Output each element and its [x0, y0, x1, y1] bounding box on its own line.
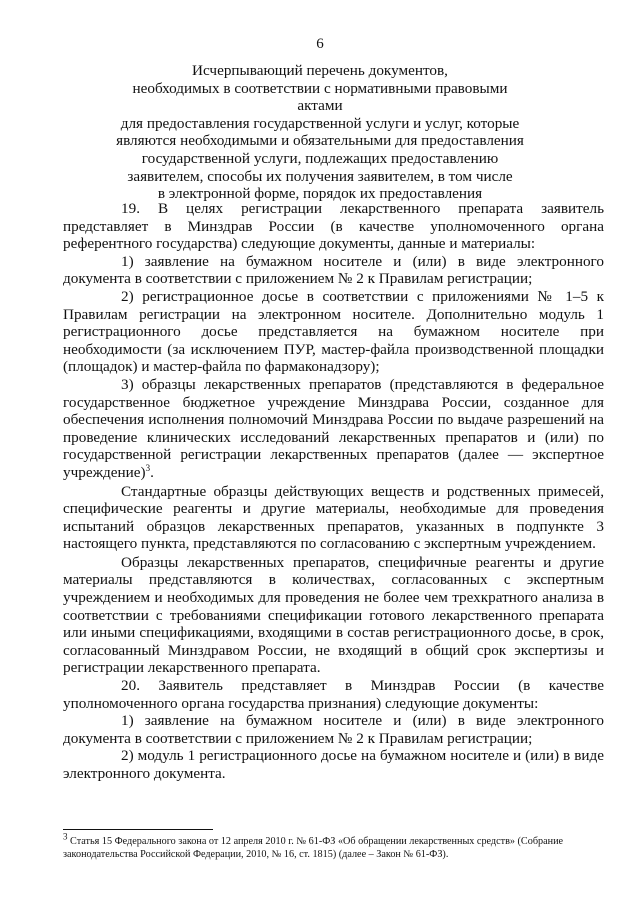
footnote-text: Статья 15 Федерального закона от 12 апреля 2010 г. № 61-ФЗ «Об обращении лекарственных средств» (Собрание законодательства Российской Федерации, 2010, № 16, ст. 1815) (далее – Закон № 61-ФЗ).: [63, 836, 564, 860]
item-3-text: 3) образцы лекарственных препаратов (представляются в федеральное государственное бюджетное учреждение Минздрава России, созданное для обеспечения исполнения полномочий Минздрава России по выдаче разрешений на проведение клинических исследований лекарственных препаратов и (или) по государственной регистрации лекарственных препаратов (далее — экспертное учреждение): [63, 375, 604, 481]
paragraph-20: 20. Заявитель представляет в Минздрав России (в качестве уполномоченного органа государства признания) следующие документы:: [63, 677, 604, 712]
paragraph-standard-samples: Стандартные образцы действующих веществ и родственных примесей, специфические реагенты и другие материалы, необходимые для проведения испытаний образцов лекарственных препаратов, указанных в подпункте 3 настоящего пункта, представляются по согласованию с экспертным учреждением.: [63, 482, 604, 553]
heading-line: являются необходимыми и обязательными для предоставления: [116, 132, 524, 150]
heading-line: для предоставления государственной услуги и услуг, которые: [120, 114, 520, 132]
paragraph-20-item-1: 1) заявление на бумажном носителе и (или) в виде электронного документа в соответствии с приложением № 2 к Правилам регистрации;: [63, 712, 604, 747]
footnote: [63, 831, 604, 861]
heading-line: заявителем, способы их получения заявителем, в том числе: [127, 167, 513, 185]
section-heading: [110, 62, 530, 203]
footnote-reference: 3: [145, 462, 151, 473]
page-number: 6: [316, 36, 324, 52]
document-body: [63, 200, 604, 783]
item-3-end: .: [150, 463, 154, 481]
paragraph-19-item-3: [63, 376, 604, 482]
paragraph-19-item-2: 2) регистрационное досье в соответствии с приложениями № 1–5 к Правилам регистрации на электронном носителе. Дополнительно модуль 1 регистрационного досье представляется на бумажном носителе при необходимости (за исключением ПУР, мастер-файла производственной площадки (площадок) и мастер-файла по фармаконадзору);: [63, 287, 604, 376]
paragraph-19-item-1: 1) заявление на бумажном носителе и (или) в виде электронного документа в соответствии с приложением № 2 к Правилам регистрации;: [63, 252, 604, 288]
heading-line: в электронной форме, порядок их предоставления: [157, 185, 483, 203]
heading-line: необходимых в соответствии с нормативными правовыми актами: [132, 79, 508, 115]
heading-line: государственной услуги, подлежащих предоставлению: [141, 149, 499, 167]
footnote-separator: [63, 829, 213, 830]
paragraph-19: 19. В целях регистрации лекарственного препарата заявитель представляет в Минздрав России (в качестве уполномоченного органа референтного государства) следующие документы, данные и материалы:: [63, 200, 604, 253]
paragraph-20-item-2: 2) модуль 1 регистрационного досье на бумажном носителе и (или) в виде электронного документа.: [63, 747, 604, 782]
paragraph-samples: Образцы лекарственных препаратов, специфичные реагенты и другие материалы представляются в количествах, согласованных с экспертным учреждением и необходимых для проведения не более чем трехкратного анализа в соответствии с требованиями спецификации готового лекарственного препарата или иными спецификациями, входящими в состав регистрационного досье, в срок, согласованный Минздравом России, не входящий в общий срок экспертизы и регистрации лекарственного препарата.: [63, 553, 604, 677]
footnote-mark: 3: [63, 831, 68, 842]
heading-line: Исчерпывающий перечень документов,: [192, 62, 448, 79]
